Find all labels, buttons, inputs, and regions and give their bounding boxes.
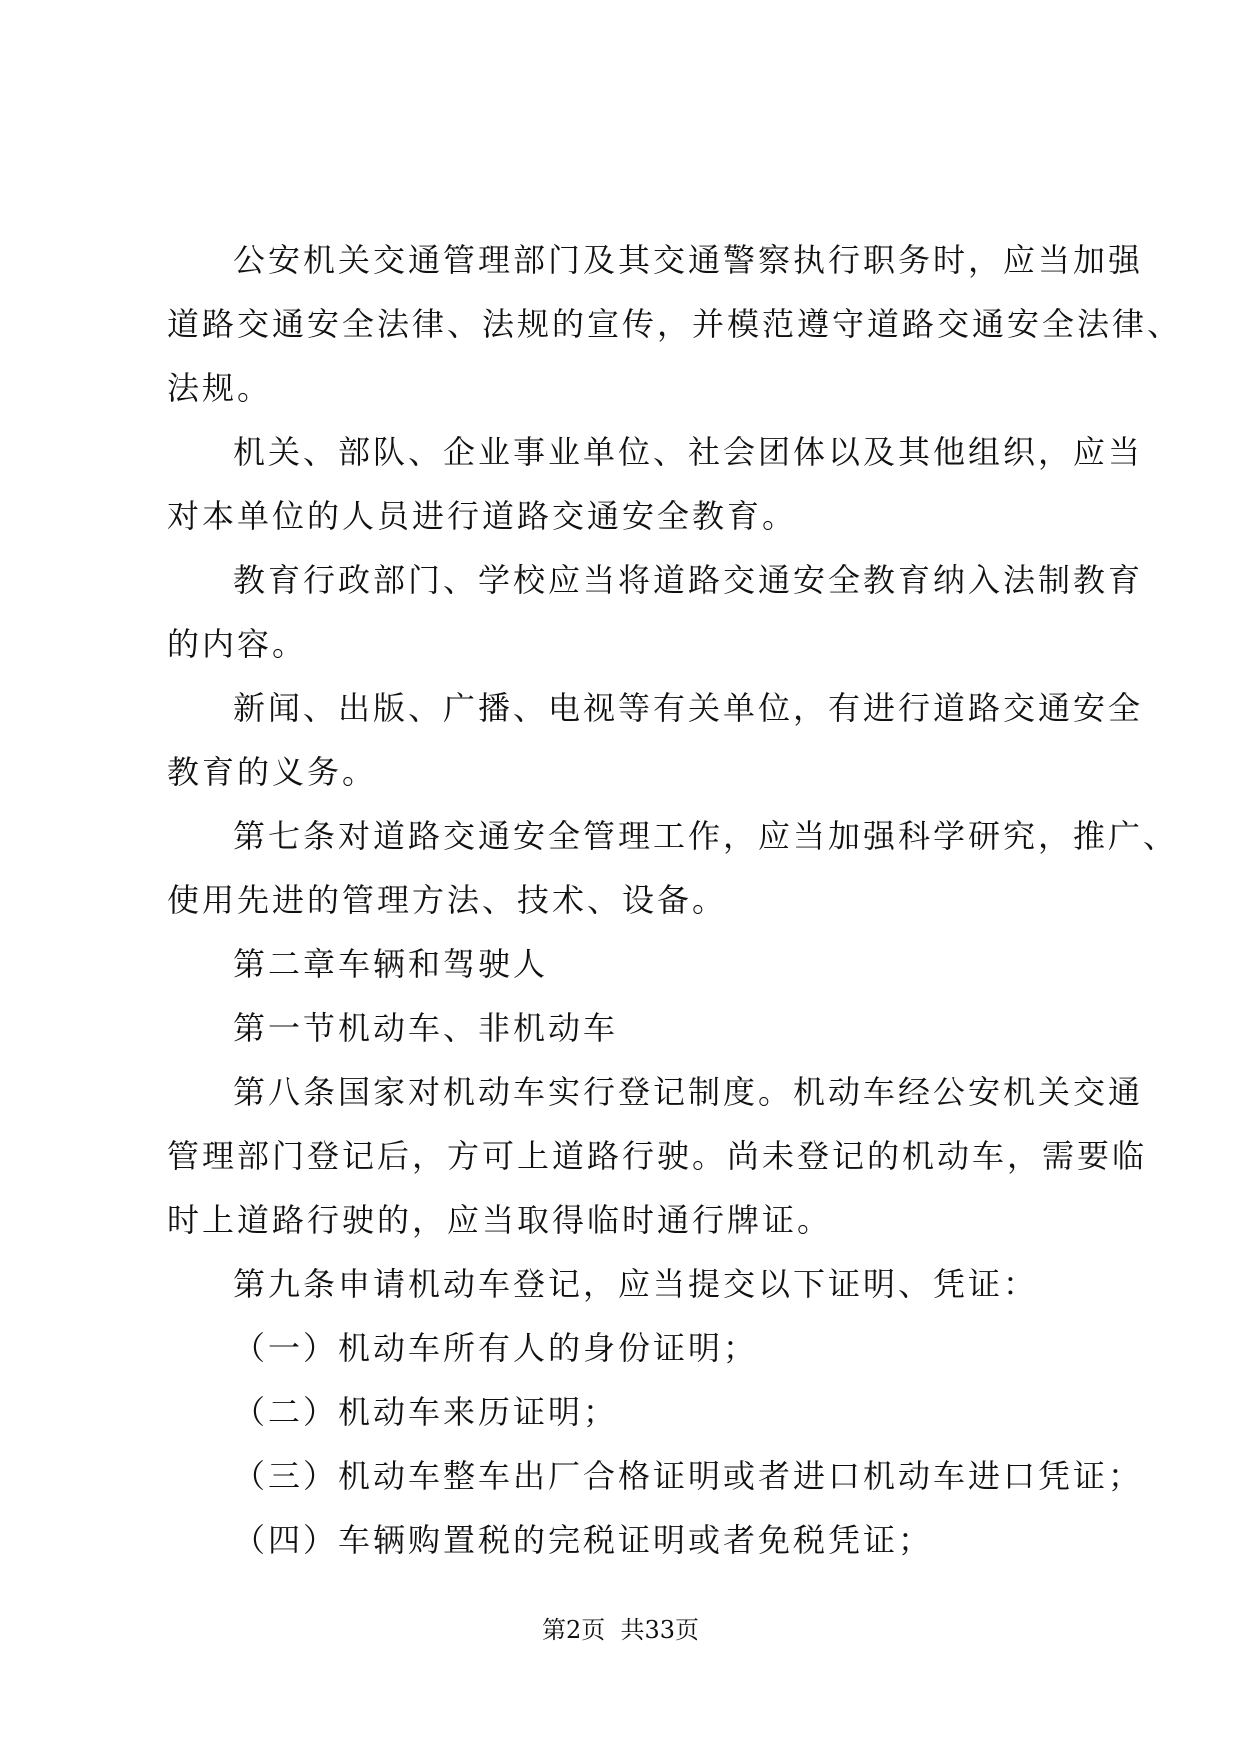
paragraph-line: 新闻、出版、广播、电视等有关单位，有进行道路交通安全 <box>233 689 1144 727</box>
paragraph-line: 第七条对道路交通安全管理工作，应当加强科学研究，推广、 <box>233 817 1179 855</box>
paragraph-line: 时上道路行驶的，应当取得临时通行牌证。 <box>167 1201 833 1239</box>
paragraph-line: 管理部门登记后，方可上道路行驶。尚未登记的机动车，需要临 <box>167 1137 1148 1175</box>
page-number-footer: 第2页 共33页 <box>541 1616 700 1644</box>
paragraph-line: 教育的义务。 <box>167 753 378 791</box>
list-item: （二）机动车来历证明； <box>233 1393 619 1431</box>
list-item: （四）车辆购置税的完税证明或者免税凭证； <box>233 1521 934 1559</box>
paragraph-line: 法规。 <box>167 369 273 407</box>
document-body <box>167 228 1183 1572</box>
paragraph-line: 道路交通安全法律、法规的宣传，并模范遵守道路交通安全法律、 <box>167 305 1183 343</box>
list-item: （三）机动车整车出厂合格证明或者进口机动车进口凭证； <box>233 1457 1144 1495</box>
paragraph-line: 的内容。 <box>167 625 308 663</box>
paragraph-line: 教育行政部门、学校应当将道路交通安全教育纳入法制教育 <box>233 561 1144 599</box>
paragraph-line: 公安机关交通管理部门及其交通警察执行职务时，应当加强 <box>233 241 1144 279</box>
paragraph-line: 使用先进的管理方法、技术、设备。 <box>167 881 728 919</box>
section-heading: 第一节机动车、非机动车 <box>233 1009 619 1047</box>
paragraph-line: 机关、部队、企业事业单位、社会团体以及其他组织，应当 <box>233 433 1144 471</box>
chapter-heading: 第二章车辆和驾驶人 <box>233 945 549 983</box>
paragraph-line: 对本单位的人员进行道路交通安全教育。 <box>167 497 798 535</box>
list-item: （一）机动车所有人的身份证明； <box>233 1329 759 1367</box>
paragraph-line: 第九条申请机动车登记，应当提交以下证明、凭证： <box>233 1265 1039 1303</box>
paragraph-line: 第八条国家对机动车实行登记制度。机动车经公安机关交通 <box>233 1073 1144 1111</box>
